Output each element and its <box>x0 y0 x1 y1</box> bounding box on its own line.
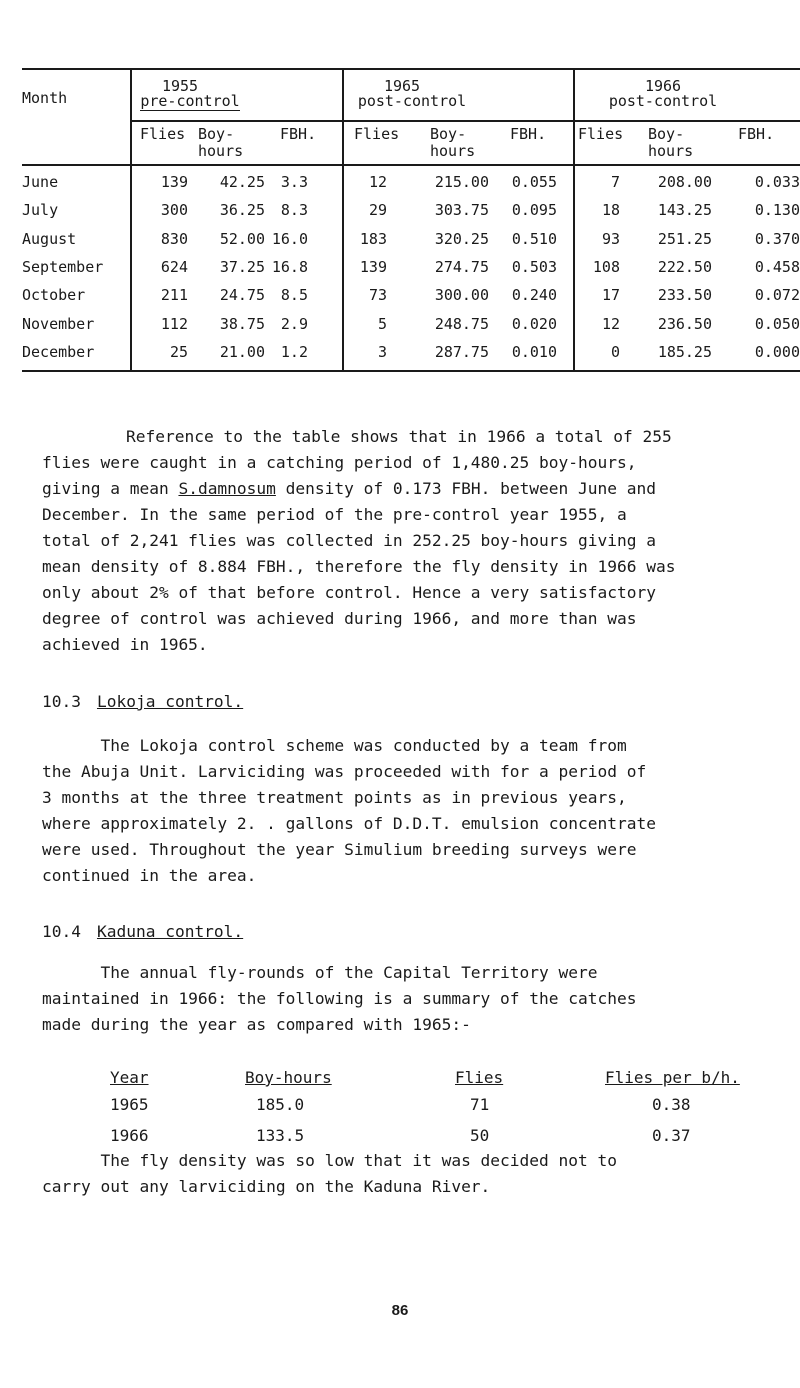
table-cell: 0.072 <box>754 286 800 305</box>
table-cell: 18 <box>601 201 620 220</box>
subheader-fbh-1965: FBH. <box>510 125 547 143</box>
table-cell: 1.2 <box>280 342 308 361</box>
table-cell: 0.033 <box>754 173 800 191</box>
table-cell: 37.25 <box>219 257 265 276</box>
month-cell: August <box>22 229 77 248</box>
table-cell: 21.00 <box>219 342 265 361</box>
subheader-boyhours-1966: Boy- hours <box>648 125 694 160</box>
table-cell: 0.055 <box>511 173 557 191</box>
table-bottom-rule <box>22 370 800 372</box>
table-cell: 12 <box>601 314 620 333</box>
text-line: total of 2,241 flies was collected in 252.25 boy-hours giving a <box>42 531 656 550</box>
group-1955-label: pre-control <box>140 92 240 110</box>
text-line: maintained in 1966: the following is a summary of the catches <box>42 989 637 1008</box>
group-1966-label: post-control <box>608 92 718 110</box>
table-cell: 25 <box>169 342 188 361</box>
month-cell: July <box>22 201 59 220</box>
text-line: achieved in 1965. <box>42 635 208 654</box>
table-cell: 29 <box>368 201 387 220</box>
text-line: only about 2% of that before control. Hence a very satisfactory <box>42 583 656 602</box>
page-number: 86 <box>391 1302 409 1319</box>
table-cell: 3 <box>377 342 387 361</box>
text-line: made during the year as compared with 1965:- <box>42 1015 471 1034</box>
table-cell: 0.020 <box>511 314 557 333</box>
table-cell: 42.25 <box>219 173 265 191</box>
table-cell: 183 <box>359 229 387 248</box>
closing-paragraph <box>42 1148 792 1200</box>
table-cell: 0.000 <box>754 342 800 361</box>
text-line: The annual fly-rounds of the Capital Territory were <box>42 963 598 982</box>
subheader-flies-1965: Flies <box>354 125 400 143</box>
table-cell: 185.25 <box>657 342 712 361</box>
summary-cell: 1966 <box>110 1126 149 1145</box>
text-line: carry out any larviciding on the Kaduna River. <box>42 1177 491 1196</box>
summary-cell: 0.37 <box>652 1126 691 1145</box>
table-cell: 0.010 <box>511 342 557 361</box>
table-cell: 0.370 <box>754 229 800 248</box>
table-cell: 303.75 <box>434 201 489 220</box>
subheader-fbh-1955: FBH. <box>280 125 317 143</box>
table-cell: 2.9 <box>280 314 308 333</box>
summary-header-flies: Flies <box>455 1068 504 1087</box>
table-cell: 24.75 <box>219 286 265 305</box>
subheader-flies-1966: Flies <box>578 125 624 143</box>
table-cell: 0.130 <box>754 201 800 220</box>
summary-cell: 185.0 <box>256 1095 305 1114</box>
table-cell: 139 <box>359 257 387 276</box>
species-name: S.damnosum <box>178 479 276 498</box>
table-cell: 52.00 <box>219 229 265 248</box>
subheader-boyhours-1955: Boy- hours <box>198 125 244 160</box>
table-cell: 222.50 <box>657 257 712 276</box>
table-cell: 0.095 <box>511 201 557 220</box>
summary-cell: 50 <box>470 1126 490 1145</box>
table-cell: 5 <box>377 314 387 333</box>
table-cell: 108 <box>592 257 620 276</box>
summary-header-year: Year <box>110 1068 149 1087</box>
table-cell: 112 <box>160 314 188 333</box>
section-10-4-heading: 10.4 Kaduna control. <box>42 922 244 941</box>
table-cell: 287.75 <box>434 342 489 361</box>
table-cell: 12 <box>368 173 387 191</box>
table-cell: 17 <box>601 286 620 305</box>
text-line: flies were caught in a catching period of 1,480.25 boy-hours, <box>42 453 637 472</box>
table-cell: 8.5 <box>280 286 308 305</box>
summary-header-boyhours: Boy-hours <box>245 1068 332 1087</box>
subheader-fbh-1966: FBH. <box>738 125 775 143</box>
text-line: The Lokoja control scheme was conducted by a team from <box>42 736 627 755</box>
table-cell: 7 <box>610 173 620 191</box>
subheader-flies-1955: Flies <box>140 125 186 143</box>
summary-cell: 0.38 <box>652 1095 691 1114</box>
month-cell: October <box>22 286 86 305</box>
summary-cell: 1965 <box>110 1095 149 1114</box>
text-line: giving a mean S.damnosum density of 0.173 FBH. between June and <box>42 479 657 498</box>
month-header: Month <box>22 89 68 107</box>
table-cell: 233.50 <box>657 286 712 305</box>
table-top-rule <box>22 68 800 70</box>
reference-paragraph <box>42 424 792 658</box>
month-cell: June <box>22 173 59 191</box>
table-cell: 0.458 <box>754 257 800 276</box>
summary-cell: 133.5 <box>256 1126 305 1145</box>
table-cell: 0.050 <box>754 314 800 333</box>
text-line: the Abuja Unit. Larviciding was proceeded with for a period of <box>42 762 647 781</box>
table-cell: 93 <box>601 229 620 248</box>
summary-cell: 71 <box>470 1095 490 1114</box>
section-10-3-heading: 10.3 Lokoja control. <box>42 692 244 711</box>
text-line: continued in the area. <box>42 866 257 885</box>
section-10-3-body <box>42 733 792 889</box>
table-cell: 300 <box>160 201 188 220</box>
group-1965-year: 1965 <box>383 77 421 95</box>
table-cell: 3.3 <box>280 173 308 191</box>
table-cell: 248.75 <box>434 314 489 333</box>
table-cell: 16.8 <box>271 257 308 276</box>
month-cell: December <box>22 342 95 361</box>
text-line: The fly density was so low that it was decided not to <box>42 1151 617 1170</box>
table-cell: 236.50 <box>657 314 712 333</box>
text-line: Reference to the table shows that in 1966 a total of 255 <box>126 427 672 446</box>
group-1966-year: 1966 <box>644 77 682 95</box>
table-cell: 73 <box>368 286 387 305</box>
table-cell: 208.00 <box>657 173 712 191</box>
text-line: mean density of 8.884 FBH., therefore the fly density in 1966 was <box>42 557 676 576</box>
group-1965-label: post-control <box>357 92 467 110</box>
header-bottom-rule <box>22 164 800 166</box>
table-cell: 139 <box>160 173 188 191</box>
text-line: December. In the same period of the pre-control year 1955, a <box>42 505 627 524</box>
summary-header-flies-per-bh: Flies per b/h. <box>605 1068 740 1087</box>
table-cell: 300.00 <box>434 286 489 305</box>
table-cell: 36.25 <box>219 201 265 220</box>
table-cell: 624 <box>160 257 188 276</box>
text-line: 3 months at the three treatment points as in previous years, <box>42 788 627 807</box>
group-1955-year: 1955 <box>161 77 199 95</box>
subheader-boyhours-1965: Boy- hours <box>430 125 476 160</box>
table-cell: 251.25 <box>657 229 712 248</box>
table-cell: 38.75 <box>219 314 265 333</box>
table-cell: 274.75 <box>434 257 489 276</box>
table-cell: 320.25 <box>434 229 489 248</box>
month-cell: September <box>22 257 104 276</box>
table-cell: 8.3 <box>280 201 308 220</box>
table-cell: 143.25 <box>657 201 712 220</box>
fly-catch-table <box>22 68 800 374</box>
text-line: were used. Throughout the year Simulium breeding surveys were <box>42 840 637 859</box>
month-cell: November <box>22 314 95 333</box>
table-cell: 16.0 <box>271 229 308 248</box>
section-10-4-body <box>42 960 792 1038</box>
table-cell: 0.503 <box>511 257 557 276</box>
table-cell: 215.00 <box>434 173 489 191</box>
text-line: degree of control was achieved during 1966, and more than was <box>42 609 637 628</box>
group-header-rule <box>130 120 800 122</box>
table-cell: 211 <box>160 286 188 305</box>
text-line: where approximately 2. . gallons of D.D.T. emulsion concentrate <box>42 814 656 833</box>
table-cell: 0.240 <box>511 286 557 305</box>
table-cell: 830 <box>160 229 188 248</box>
table-cell: 0.510 <box>511 229 557 248</box>
table-cell: 0 <box>610 342 620 361</box>
